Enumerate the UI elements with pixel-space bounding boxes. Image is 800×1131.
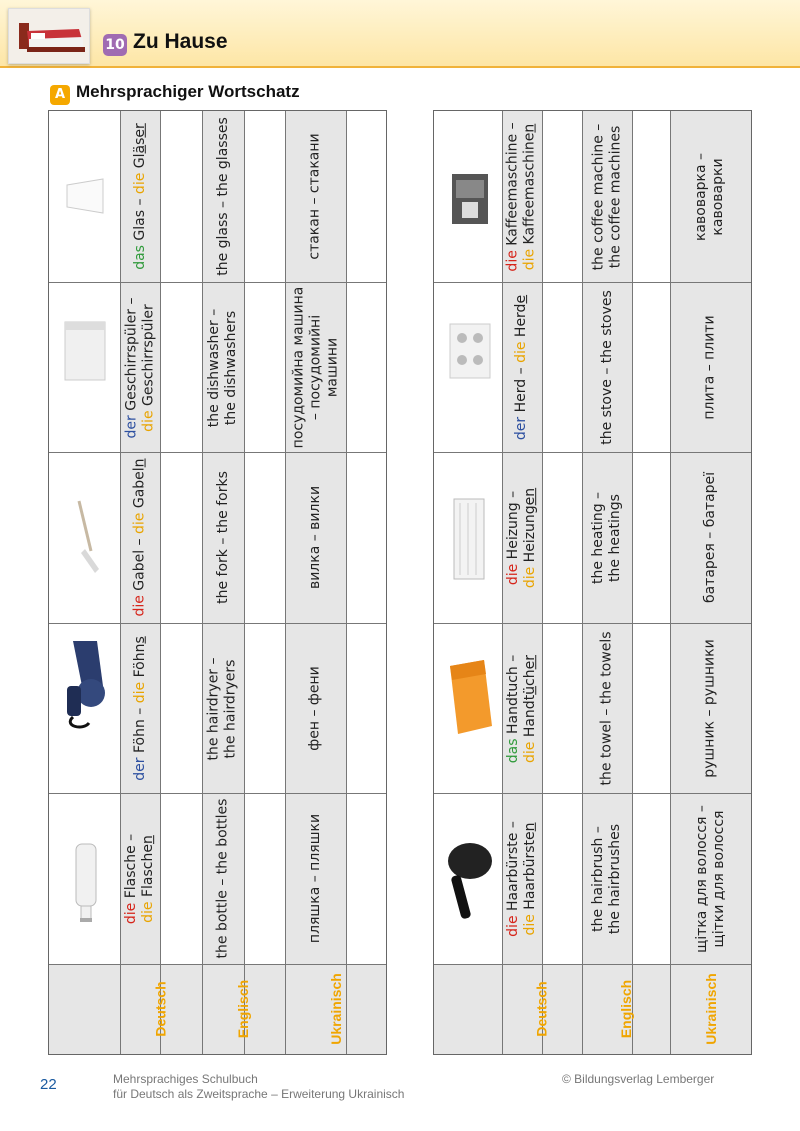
english-word: the towel – the towels: [598, 631, 615, 786]
language-label-englisch: Englisch: [235, 979, 252, 1039]
ukrainian-word: посудомийна машина – посудомийні машини: [290, 286, 341, 449]
english-word: the dishwasher – the dishwashers: [206, 308, 240, 427]
hairbrush-image: [438, 831, 500, 926]
english-word: the bottle – the bottles: [214, 798, 231, 959]
footer-line-1: Mehrsprachiges Schulbuch: [113, 1072, 258, 1086]
german-word: der Herd – die Herde: [513, 294, 530, 441]
hairdryer-image: [53, 631, 117, 736]
ukrainian-word: батарея – батареї: [702, 471, 719, 604]
english-word: the hairdryer – the hairdryers: [206, 656, 239, 761]
fork-image: [55, 491, 115, 581]
ukrainian-word: пляшка – пляшки: [307, 813, 324, 944]
ukrainian-word: щітка для волосся – щітки для волосся: [693, 804, 727, 953]
german-word: die Heizung – die Heizungen: [505, 487, 539, 588]
english-word: the coffee machine – the coffee machines: [590, 123, 623, 270]
english-word: the glass – the glasses: [214, 117, 231, 276]
vocabulary-table-2: [433, 110, 752, 1055]
towel-image: [438, 656, 500, 741]
page-title: Zu Hause: [133, 30, 228, 53]
german-word: das Glas – die Gläser: [131, 123, 148, 270]
bottle-image: [54, 836, 116, 924]
language-label-ukrainisch: Ukrainisch: [702, 973, 719, 1045]
glass-image: [57, 171, 113, 221]
header-bar: [0, 0, 800, 68]
german-word: der Föhn – die Föhns: [131, 636, 148, 781]
ukrainian-word: стакан – стакани: [307, 133, 323, 260]
german-word: das Handtuch – die Handtücher: [505, 654, 538, 763]
language-label-deutsch: Deutsch: [152, 981, 169, 1037]
language-label-deutsch: Deutsch: [533, 981, 550, 1037]
ukrainian-word: рушник – рушники: [702, 639, 719, 778]
german-word: die Gabel – die Gabeln: [131, 458, 148, 617]
section-badge: A: [50, 85, 70, 105]
page-number: 22: [40, 1076, 57, 1093]
vocabulary-table-1: [48, 110, 387, 1055]
ukrainian-word: плита – плити: [702, 315, 719, 420]
german-word: die Flasche – die Flaschen: [123, 833, 157, 924]
heater-image: [440, 491, 500, 586]
english-word: the heating – the heatings: [590, 491, 623, 584]
footer-line-2: für Deutsch als Zweitsprache – Erweiterung Ukrainisch: [113, 1087, 405, 1101]
language-label-englisch: Englisch: [617, 979, 634, 1039]
dishwasher-image: [57, 316, 113, 386]
german-word: die Haarbürste – die Haarbürsten: [505, 820, 538, 937]
coffee-machine-image: [440, 166, 500, 231]
english-word: the stove – the stoves: [598, 290, 615, 445]
section-title: Mehrsprachiger Wortschatz: [76, 82, 300, 101]
footer-copyright: © Bildungsverlag Lemberger: [562, 1072, 715, 1086]
language-label-ukrainisch: Ukrainisch: [327, 973, 344, 1045]
german-word: die Kaffeemaschine – die Kaffeemaschinen: [505, 121, 539, 272]
english-word: the hairbrush – the hairbrushes: [590, 823, 623, 934]
ukrainian-word: кавоварка – кавоварки: [693, 152, 727, 241]
ukrainian-word: вилка – вилки: [307, 485, 323, 590]
stove-image: [440, 316, 500, 386]
ukrainian-word: фен – фени: [307, 666, 324, 751]
english-word: the fork – the forks: [214, 471, 231, 604]
unit-number-badge: 10: [103, 34, 127, 56]
german-word: der Geschirrspüler – die Geschirrspüler: [123, 297, 156, 438]
bed-image: [8, 8, 90, 64]
